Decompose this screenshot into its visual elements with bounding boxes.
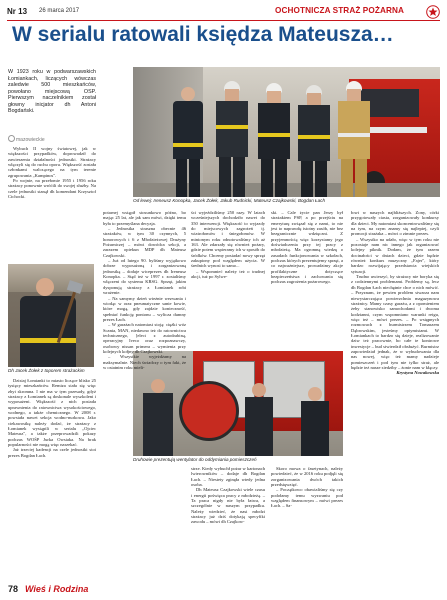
top-photo-caption: Od lewej: Ireneusz Konopka, Jacek Żołek, Jakub Rudnicki, Mateusz Czajkowski, Bogdan Łach	[133, 198, 326, 203]
paragraph: – Początkowo obawialiśmy się czy podołamy temu wyzwaniu pod względem finansowym – mówi prezes Łach. – Sa-	[271, 487, 343, 509]
firefighter-figure	[36, 278, 54, 296]
text-column-4	[191, 466, 265, 525]
paragraph: Skoro mowa o fasetynach, należy powiedzieć, że w 2016 roku podjęli się zorganizowania dwóch takich przedsięwzięć.	[271, 466, 343, 488]
section-title: OCHOTNICZA STRAŻ POŻARNA	[275, 6, 404, 15]
top-photo	[133, 67, 440, 197]
region-icon	[8, 135, 15, 142]
bottom-photo-caption: Druhowie prezentują wentylator do oddymiania pomieszczeń	[133, 457, 257, 462]
paragraph: – Na samymy dzień wieżnie wezwania i wiodąc w oraz pneumatyczne sanie kowie, które mogą, gdy zajdzie konieczność, spełniać funkcję pontonu – wylicza dumny prezes Łach.	[103, 295, 186, 322]
firefighter-figure	[245, 383, 273, 456]
left-photo	[8, 264, 94, 367]
paragraph: Jaż trzeciej kadencji na czele jednostki stoi prezes Bogdan Łach.	[8, 447, 96, 458]
author-signature: Krystyna Nowakowska	[396, 370, 439, 376]
issue-number: Nr 13	[7, 7, 28, 16]
left-photo-caption: Dh Jacek Żołek z toporem strażackim	[8, 368, 85, 373]
paragraph: strze. Kiedy wybuchł pożar w kartonach lwierowników – dodaje dh Bogdan Łach. – Niestety zginęła wtedy jedna osoba.	[191, 466, 265, 488]
paragraph: potarnej wstąpił stosunkowo późno, bo mając 25 lat, ale jak sam mówi, dzięki temu była to przemyślana decyzja.	[103, 210, 186, 226]
paragraph: Po wojnie, na przełomie 1955 i 1956 roku strażacy ponownie wróćili do swojej służby. Na czele jednostki stanął dh komendant Krzysztof Cichocki.	[8, 178, 96, 200]
paragraph: – Jednostka straszna obecnie 46 strażaków, w tym 30 czynnych, 5 honorowych i 6 z Młodzieżowej Drużyny Pożarniczej – mówi dowódca sekcji, a zarazem opiekun MDP dh Mateusz Czajkowski.	[103, 226, 186, 258]
text-column-2	[103, 210, 186, 370]
page-header	[7, 5, 440, 19]
author-tag: mazowieckie	[8, 135, 45, 143]
fire-brigade-logo-icon	[426, 5, 440, 19]
paragraph: łowi w naszych najbliższych. Zony, córki przygotowały ciasta, zorganizowały konkursy dla dzieci. My natomiast skoncentrowaliśmy się na tym, na czym znamy się najlepiej, czyli promocji strażaka – mówi o zimnie prezes.	[351, 210, 439, 237]
paragraph: Dzisiaj Łomianki to miasto liczące blisko 25 tysięcy mieszkańców. Remiza stała się więc zbyt skromna. I nie ma w tym przesady, gdyż strażacy z Łomianek są doskonale wyszkoleni i wyposażeni. Większość z nich posiada uprawnienia do ratownictwa wysokościowego, wodnego, a także chemicznego. W 2008 r. powstała nawet sekcja wodno-nurkowa. Jako ciekawostkę należy dodać, że strażacy z Łomianek wystąpili w serialu „Ojciec Mateusz", a także przeprowadzili pokazy podczas WOŚP Jurka Owsiaka. Na brak popularności nie mogą więc narzekać.	[8, 378, 96, 448]
paragraph: – Wszystko na udało, więc w tym roku nie pozostaje nam nic innego jak organizować kolejny piknik. Dodam, że tym razem docinałości w dniach dzieci, gdzie będzie również konkurs muzyczny „Fajer", który bardzo rozwijający przedstawia wiejskich sytuacji.	[351, 236, 439, 274]
text-column-7	[351, 210, 439, 376]
text-column-6	[271, 466, 343, 509]
text-column-1-upper	[8, 146, 96, 199]
paragraph: – Wspomnieć należy też o trudnej akcji, tuż po Sylwe-	[191, 268, 265, 280]
text-column-5	[271, 210, 343, 285]
issue-date: 26 marca 2017	[39, 8, 80, 14]
page-number: 78	[8, 584, 19, 594]
text-column-3	[191, 210, 265, 279]
article-title: W serialu ratowali księdza Mateusza…	[12, 23, 394, 46]
firefighter-figure	[301, 387, 329, 456]
firefighter-figure	[337, 81, 371, 197]
text-column-1-lower	[8, 378, 96, 458]
ventilator-fan	[179, 381, 239, 441]
header-rule	[7, 20, 440, 21]
firefighter-figure	[143, 379, 173, 456]
article-lead: W 1923 roku w podwarszawskich Łomiankach, liczących wówczas zaledwie 500 mieszkańców, powołano miejscową OSP. Pierwszym naczelnikiem został głowny inicjator dh Antoni Bogdański.	[8, 69, 96, 114]
paragraph: Trudno uwierzyć, by strażacy nie boryka się z codziennymi problemami. Problemy są, lecz dh Bogdan Łach niechętnie chce o nich mówić. – Przyznam, że pewien problem stwarza nam niewystarczająca powierzchnia magazynowa strażnicy. Mamy czasy garażu, a z opomieniem żeby stanowisko samochodami i dwoma kodzianni, czym wspomniano warunki reigu, więc też – mówi prezes. – Po wstępnych rozmowach z burmistrzem Tomaszem Dąbrowskim, jesteśmy optymistami. W Łomiankach to bardzo się dzieje, realizowanie dziw też pracownie, bo całe te kontrowe inwestycje – bud stwierdził obsłużyć. Burmistrz zapowiedział jednak, że w wybudowania dla nas nowej, więc też mamy nadzieje pomieszczeń i pod tym nie tylko straż, ale będzie też nasze siedziby – żonie nam w kłączy.	[351, 274, 439, 370]
magazine-name: Wieś i Rodzina	[25, 584, 89, 594]
paragraph: Wybuch II wojny światowej, jak w większości przypadków, doprowadził do zawieszenia działalności jednostki. Strażacy włączyli się do ruchu oporu. Większość została członkami walczącego na tym terenie zgrupowania „Kampinos".	[8, 146, 96, 178]
firefighter-figure	[171, 87, 205, 197]
paragraph: – Wszystkie wyjeżdżamy na maksymalnie. Niech świadczy o tym fakt, że w ostatnim roku mieli-	[103, 354, 186, 370]
paragraph: ści wyjeździliśmy 250 razy. W latach wcześniejszych dochodziło nawet do 350 interwencji. Większość to wyjazdy do miejscowych zagrożeń tj. wiatrołomów i śniegołomów. W minionym roku odnotowaliśmy ich aż 163. Ale zdarzały się również pożary, gdzie potem wspieramy ich w sposób do śródków. Chcemy posiadać nowy sprzęt zakupiony pod względem użycia. W średnich wynosi to samo...	[191, 210, 266, 269]
paragraph: – W garażach natomiast stoją: ciężki wóz Scania, MAN, niedawno też do ratownictwa technicznego, [elect z autodrabiną, operacyjny Iveco oraz rozpoznawczy, osobowy nissan primera – wymienia przy kolejnych kołjny dh Czajkowski.	[103, 322, 186, 354]
paragraph: – Już od lutego 90. byliśmy wyjątkowo dobrze wyposażoną i zorganizowaną jednostką – dodaje wiceprezes dh Ireneusz Konopka. – Stąd też w 1997 r. zostaliśmy włączeni do systemu KRSG. Sprzęt, jakim dysponują strażacy z Łomianek robi wrażenie.	[103, 258, 186, 296]
firefighter-figure	[297, 85, 331, 197]
paragraph: Dh Mateusz Czajkowski wiele czasu i energii poświęca pracy z młodzieżą. – Ta praca nigdy nie była łatwa, a szczególnie w naszym przypadku. Należy wiedzieć, że nasi młodzi strażacy już dziś dotykają specyfiki zawodu – mówi dh Czajkow-	[191, 487, 265, 525]
firefighter-figure	[257, 83, 291, 197]
paragraph: ski. – Cale życie pan Jerzy był strażakiem PSP, a po przejściu na emeryturę związał się z nami, to nie jest to naprawdę istotny zasób, nie bez bezgranicznie wdzięczni. Z przyjemnością więc korzystamy jego doświadczenia przy tej pracy z młodzieżą. Ma ogromną wiedzę o zasadach funkcjonowania w szkołach, podczas których prezentujemy sprzęt, a co najważniejsze, prowadzimy akcje profilaktyczne dotyczące bezpieczeństwa i zachowania się podczas zagrożenia pożarowego.	[271, 210, 343, 285]
firefighter-figure	[215, 81, 249, 197]
page-footer	[8, 584, 188, 596]
